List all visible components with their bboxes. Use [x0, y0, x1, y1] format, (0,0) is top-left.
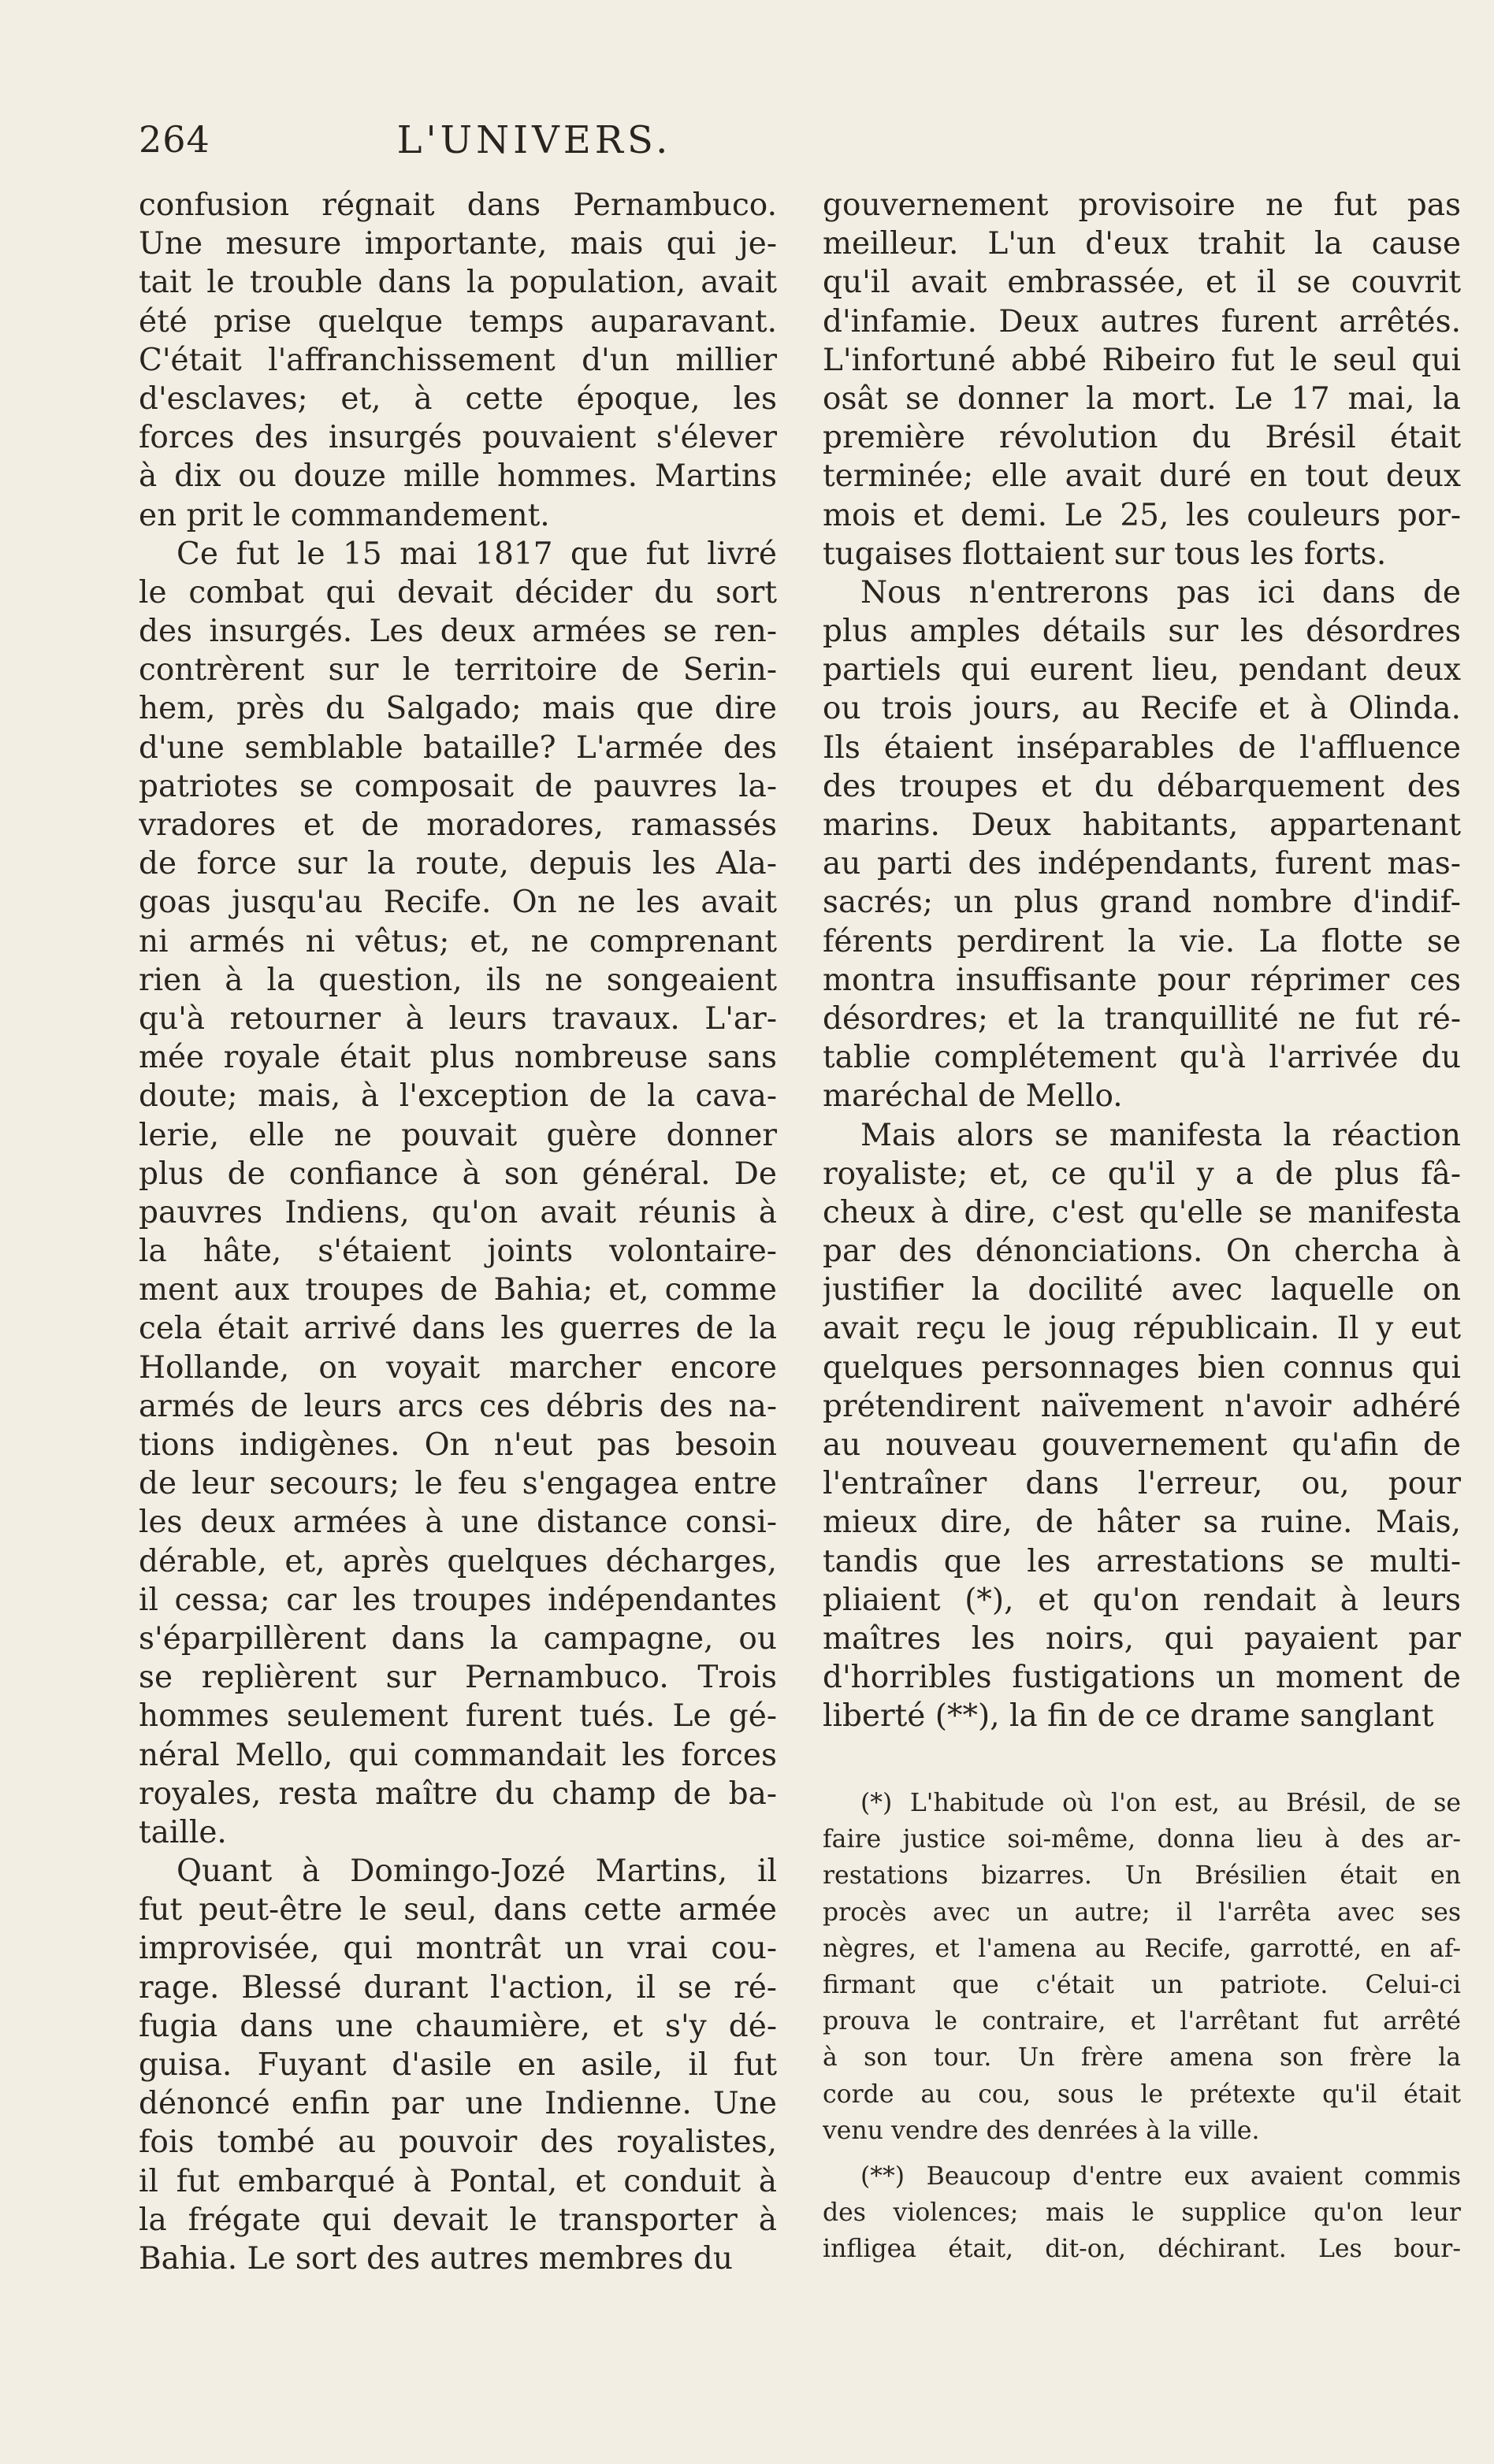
text-line: improvisée, qui montrât un vrai cou-	[139, 1931, 777, 1967]
text-line: maîtres les noirs, qui payaient par	[823, 1620, 1461, 1657]
text-line: la frégate qui devait le transporter à	[139, 2202, 777, 2238]
text-line: maréchal de Mello.	[823, 1078, 1123, 1115]
text-line: Nous n'entrerons pas ici dans de	[860, 574, 1461, 610]
text-line: doute; mais, à l'exception de la cava-	[139, 1078, 777, 1115]
text-line: fut peut-être le seul, dans cette armée	[139, 1892, 777, 1928]
text-line: des troupes et du débarquement des	[823, 768, 1461, 804]
text-line: par des dénonciations. On chercha à	[823, 1234, 1461, 1270]
footnote-line: nègres, et l'amena au Recife, garrotté, en af-	[823, 1934, 1461, 1963]
text-line: des insurgés. Les deux armées se ren-	[139, 614, 777, 650]
text-line: terminée; elle avait duré en tout deux	[823, 458, 1461, 495]
footnote-line: infligea était, dit-on, déchirant. Les bour-	[823, 2235, 1461, 2264]
text-line: taille.	[139, 1814, 227, 1850]
text-line: Ce fut le 15 mai 1817 que fut livré	[177, 536, 777, 572]
text-line: cheux à dire, c'est qu'elle se manifesta	[823, 1194, 1461, 1230]
text-line: tait le trouble dans la population, avait	[139, 265, 777, 301]
text-line: se replièrent sur Pernambuco. Trois	[139, 1660, 777, 1696]
footnote-line: firmant que c'était un patriote. Celui-ci	[823, 1970, 1461, 1999]
left-column	[139, 186, 777, 2278]
text-line: d'esclaves; et, à cette époque, les	[139, 380, 777, 417]
text-line: qu'il avait embrassée, et il se couvrit	[823, 265, 1461, 301]
text-line: s'éparpillèrent dans la campagne, ou	[139, 1620, 777, 1657]
text-line: plus amples détails sur les désordres	[823, 614, 1461, 650]
text-line: première révolution du Brésil était	[823, 420, 1461, 456]
text-line: fugia dans une chaumière, et s'y dé-	[139, 2008, 777, 2044]
text-line: armés de leurs arcs ces débris des na-	[139, 1388, 777, 1424]
text-line: mée royale était plus nombreuse sans	[139, 1040, 777, 1076]
text-line: il fut embarqué à Pontal, et conduit à	[139, 2163, 777, 2199]
text-line: Mais alors se manifesta la réaction	[860, 1117, 1461, 1153]
text-line: prétendirent naïvement n'avoir adhéré	[823, 1388, 1461, 1424]
footnote-line: (*) L'habitude où l'on est, au Brésil, de se	[860, 1789, 1461, 1817]
text-line: quelques personnages bien connus qui	[823, 1349, 1461, 1386]
footnote-line: des violences; mais le supplice qu'on leur	[823, 2199, 1461, 2228]
text-line: royales, resta maître du champ de ba-	[139, 1776, 777, 1812]
page-number: 264	[139, 118, 210, 161]
text-line: la hâte, s'étaient joints volontaire-	[139, 1234, 777, 1270]
text-line: royaliste; et, ce qu'il y a de plus fâ-	[823, 1156, 1461, 1192]
text-line: Hollande, on voyait marcher encore	[139, 1349, 777, 1386]
text-line: hommes seulement furent tués. Le gé-	[139, 1698, 777, 1735]
text-line: contrèrent sur le territoire de Serin-	[139, 652, 777, 688]
text-line: tablie complétement qu'à l'arrivée du	[823, 1040, 1461, 1076]
text-line: forces des insurgés pouvaient s'élever	[139, 420, 777, 456]
text-line: d'horribles fustigations un moment de	[823, 1660, 1461, 1696]
text-line: ni armés ni vêtus; et, ne comprenant	[139, 923, 777, 959]
footnote-line: prouva le contraire, et l'arrêtant fut arrêté	[823, 2007, 1461, 2036]
text-line: tions indigènes. On n'eut pas besoin	[139, 1427, 777, 1463]
footnote	[823, 1785, 1461, 2149]
text-line: meilleur. L'un d'eux trahit la cause	[823, 226, 1461, 262]
footnotes	[823, 1785, 1461, 2267]
text-line: dérable, et, après quelques décharges,	[139, 1543, 777, 1579]
text-line: marins. Deux habitants, appartenant	[823, 807, 1461, 843]
text-line: de leur secours; le feu s'engagea entre	[139, 1466, 777, 1502]
text-line: partiels qui eurent lieu, pendant deux	[823, 652, 1461, 688]
text-line: C'était l'affranchissement d'un millier	[139, 342, 777, 378]
text-line: rage. Blessé durant l'action, il se ré-	[139, 1969, 777, 2006]
text-line: tandis que les arrestations se multi-	[823, 1543, 1461, 1579]
page-header	[139, 118, 930, 165]
text-line: hem, près du Salgado; mais que dire	[139, 691, 777, 727]
text-line: été prise quelque temps auparavant.	[139, 303, 777, 340]
text-line: ou trois jours, au Recife et à Olinda.	[823, 691, 1461, 727]
text-line: confusion régnait dans Pernambuco.	[139, 187, 777, 223]
text-line: cela était arrivé dans les guerres de la	[139, 1311, 777, 1347]
text-line: mieux dire, de hâter sa ruine. Mais,	[823, 1505, 1461, 1541]
text-line: il cessa; car les troupes indépendantes	[139, 1582, 777, 1618]
text-line: osât se donner la mort. Le 17 mai, la	[823, 380, 1461, 417]
text-line: de force sur la route, depuis les Ala-	[139, 846, 777, 882]
text-line: en prit le commandement.	[139, 497, 550, 533]
text-line: Une mesure importante, mais qui je-	[139, 226, 777, 262]
footnote-line: procès avec un autre; il l'arrêta avec ses	[823, 1898, 1461, 1927]
text-line: néral Mello, qui commandait les forces	[139, 1737, 777, 1773]
text-line: rien à la question, ils ne songeaient	[139, 962, 777, 998]
text-line: dénoncé enfin par une Indienne. Une	[139, 2086, 777, 2122]
text-line: gouvernement provisoire ne fut pas	[823, 187, 1461, 223]
text-line: vradores et de moradores, ramassés	[139, 807, 777, 843]
text-line: désordres; et la tranquillité ne fut ré-	[823, 1000, 1461, 1037]
text-line: mois et demi. Le 25, les couleurs por-	[823, 497, 1461, 533]
running-title: L'UNIVERS.	[396, 118, 672, 162]
text-line: à dix ou douze mille hommes. Martins	[139, 458, 777, 495]
text-line: fois tombé au pouvoir des royalistes,	[139, 2124, 777, 2161]
text-line: le combat qui devait décider du sort	[139, 574, 777, 610]
right-column	[823, 186, 1461, 1736]
footnote	[823, 2158, 1461, 2268]
text-line: montra insuffisante pour réprimer ces	[823, 962, 1461, 998]
text-line: ment aux troupes de Bahia; et, comme	[139, 1272, 777, 1308]
text-line: Bahia. Le sort des autres membres du	[139, 2240, 733, 2277]
footnote-line: restations bizarres. Un Brésilien était en	[823, 1861, 1461, 1891]
footnote-line: corde au cou, sous le prétexte qu'il était	[823, 2080, 1461, 2109]
text-line: lerie, elle ne pouvait guère donner	[139, 1117, 777, 1153]
text-line: au nouveau gouvernement qu'afin de	[823, 1427, 1461, 1463]
text-line: au parti des indépendants, furent mas-	[823, 846, 1461, 882]
text-line: d'infamie. Deux autres furent arrêtés.	[823, 303, 1461, 340]
footnote-line: (**) Beaucoup d'entre eux avaient commis	[860, 2162, 1461, 2191]
text-line: Ils étaient inséparables de l'affluence	[823, 729, 1461, 766]
text-line: qu'à retourner à leurs travaux. L'ar-	[139, 1000, 777, 1037]
text-line: Quant à Domingo-Jozé Martins, il	[177, 1854, 777, 1890]
text-line: plus de confiance à son général. De	[139, 1156, 777, 1192]
text-line: guisa. Fuyant d'asile en asile, il fut	[139, 2047, 777, 2083]
text-line: les deux armées à une distance consi-	[139, 1505, 777, 1541]
text-line: justifier la docilité avec laquelle on	[823, 1272, 1461, 1308]
footnote-line: à son tour. Un frère amena son frère la	[823, 2043, 1461, 2073]
text-line: goas jusqu'au Recife. On ne les avait	[139, 885, 777, 921]
text-line: l'entraîner dans l'erreur, ou, pour	[823, 1466, 1461, 1502]
footnote-line: faire justice soi-même, donna lieu à des ar-	[823, 1825, 1461, 1854]
text-line: férents perdirent la vie. La flotte se	[823, 923, 1461, 959]
text-line: liberté (**), la fin de ce drame sanglant	[823, 1698, 1434, 1735]
text-line: patriotes se composait de pauvres la-	[139, 768, 777, 804]
text-line: d'une semblable bataille? L'armée des	[139, 729, 777, 766]
text-line: tugaises flottaient sur tous les forts.	[823, 536, 1387, 572]
text-line: sacrés; un plus grand nombre d'indif-	[823, 885, 1461, 921]
text-line: avait reçu le joug républicain. Il y eut	[823, 1311, 1461, 1347]
text-line: pauvres Indiens, qu'on avait réunis à	[139, 1194, 777, 1230]
text-line: pliaient (*), et qu'on rendait à leurs	[823, 1582, 1461, 1618]
footnote-line: venu vendre des denrées à la ville.	[823, 2116, 1260, 2145]
text-line: L'infortuné abbé Ribeiro fut le seul qui	[823, 342, 1461, 378]
